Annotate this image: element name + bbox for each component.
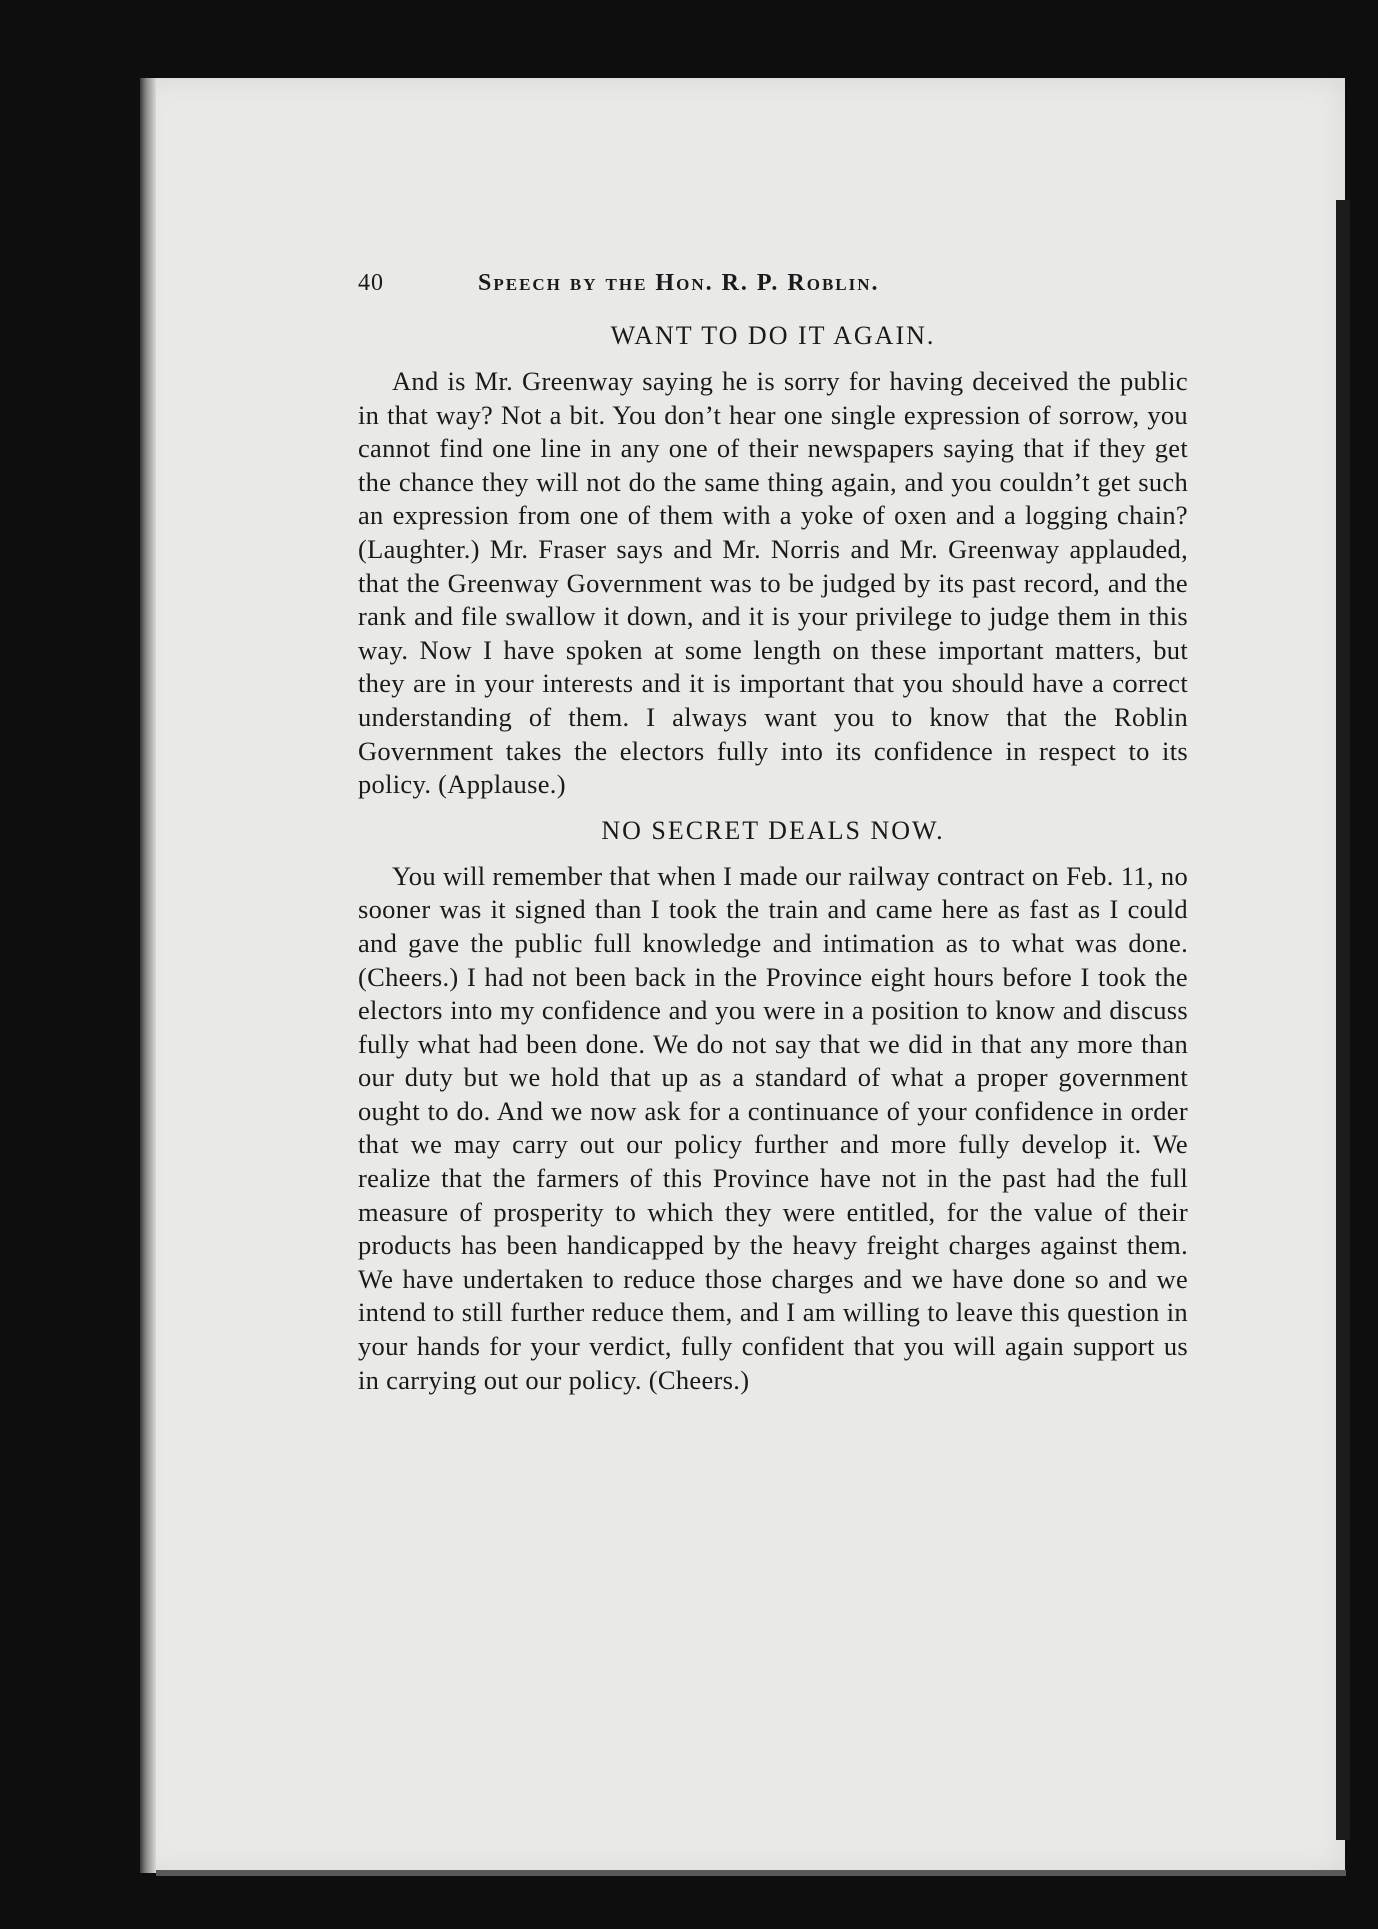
- page-bottom-edge: [156, 1870, 1346, 1876]
- paragraph-want-to-do-it-again: And is Mr. Greenway saying he is sorry for having deceived the public in that way? Not a bit. You don’t hear one single expression of sorrow, you cannot find one line in any one of their newspapers saying that if they get the chance they will not do the same thing again, and you couldn’t get such an expression from one of them with a yoke of oxen and a logging chain? (Laughter.) Mr. Fraser says and Mr. Norris and Mr. Greenway applauded, that the Greenway Government was to be judged by its past record, and the rank and file swallow it down, and it is your privilege to judge them in this way. Now I have spoken at some length on these important matters, but they are in your interests and it is important that you should have a correct understanding of them. I always want you to know that the Roblin Government takes the electors fully into its confidence in respect to its policy. (Applause.): [358, 366, 1188, 800]
- running-head: [358, 270, 1188, 297]
- page-number: 40: [358, 270, 384, 296]
- page-binding-edge: [140, 78, 156, 1873]
- section-heading-no-secret-deals-now: NO SECRET DEALS NOW.: [601, 815, 945, 845]
- section-heading-want-to-do-it-again: WANT TO DO IT AGAIN.: [610, 321, 936, 350]
- paragraph-no-secret-deals-now: You will remember that when I made our railway contract on Feb. 11, no sooner was it signed than I took the train and came here as fast as I could and gave the public full knowledge and intimation as to what was done. (Cheers.) I had not been back in the Province eight hours before I took the electors into my confidence and you were in a position to know and discuss fully what had been done. We do not say that we did in that any more than our duty but we hold that up as a standard of what a proper government ought to do. And we now ask for a continuance of your confidence in order that we may carry out our policy further and more fully develop it. We realize that the farmers of this Province have not in the past had the full measure of prosperity to which they were entitled, for the value of their products has been handicapped by the heavy freight charges against them. We have undertaken to reduce those charges and we have done so and we intend to still further reduce them, and I am willing to leave this question in your hands for your verdict, fully confident that you will again support us in carrying out our policy. (Cheers.): [358, 860, 1188, 1395]
- text-block: [358, 270, 1188, 1411]
- page-right-edge: [1336, 200, 1350, 1840]
- running-title: Speech by the Hon. R. P. Roblin.: [478, 270, 880, 296]
